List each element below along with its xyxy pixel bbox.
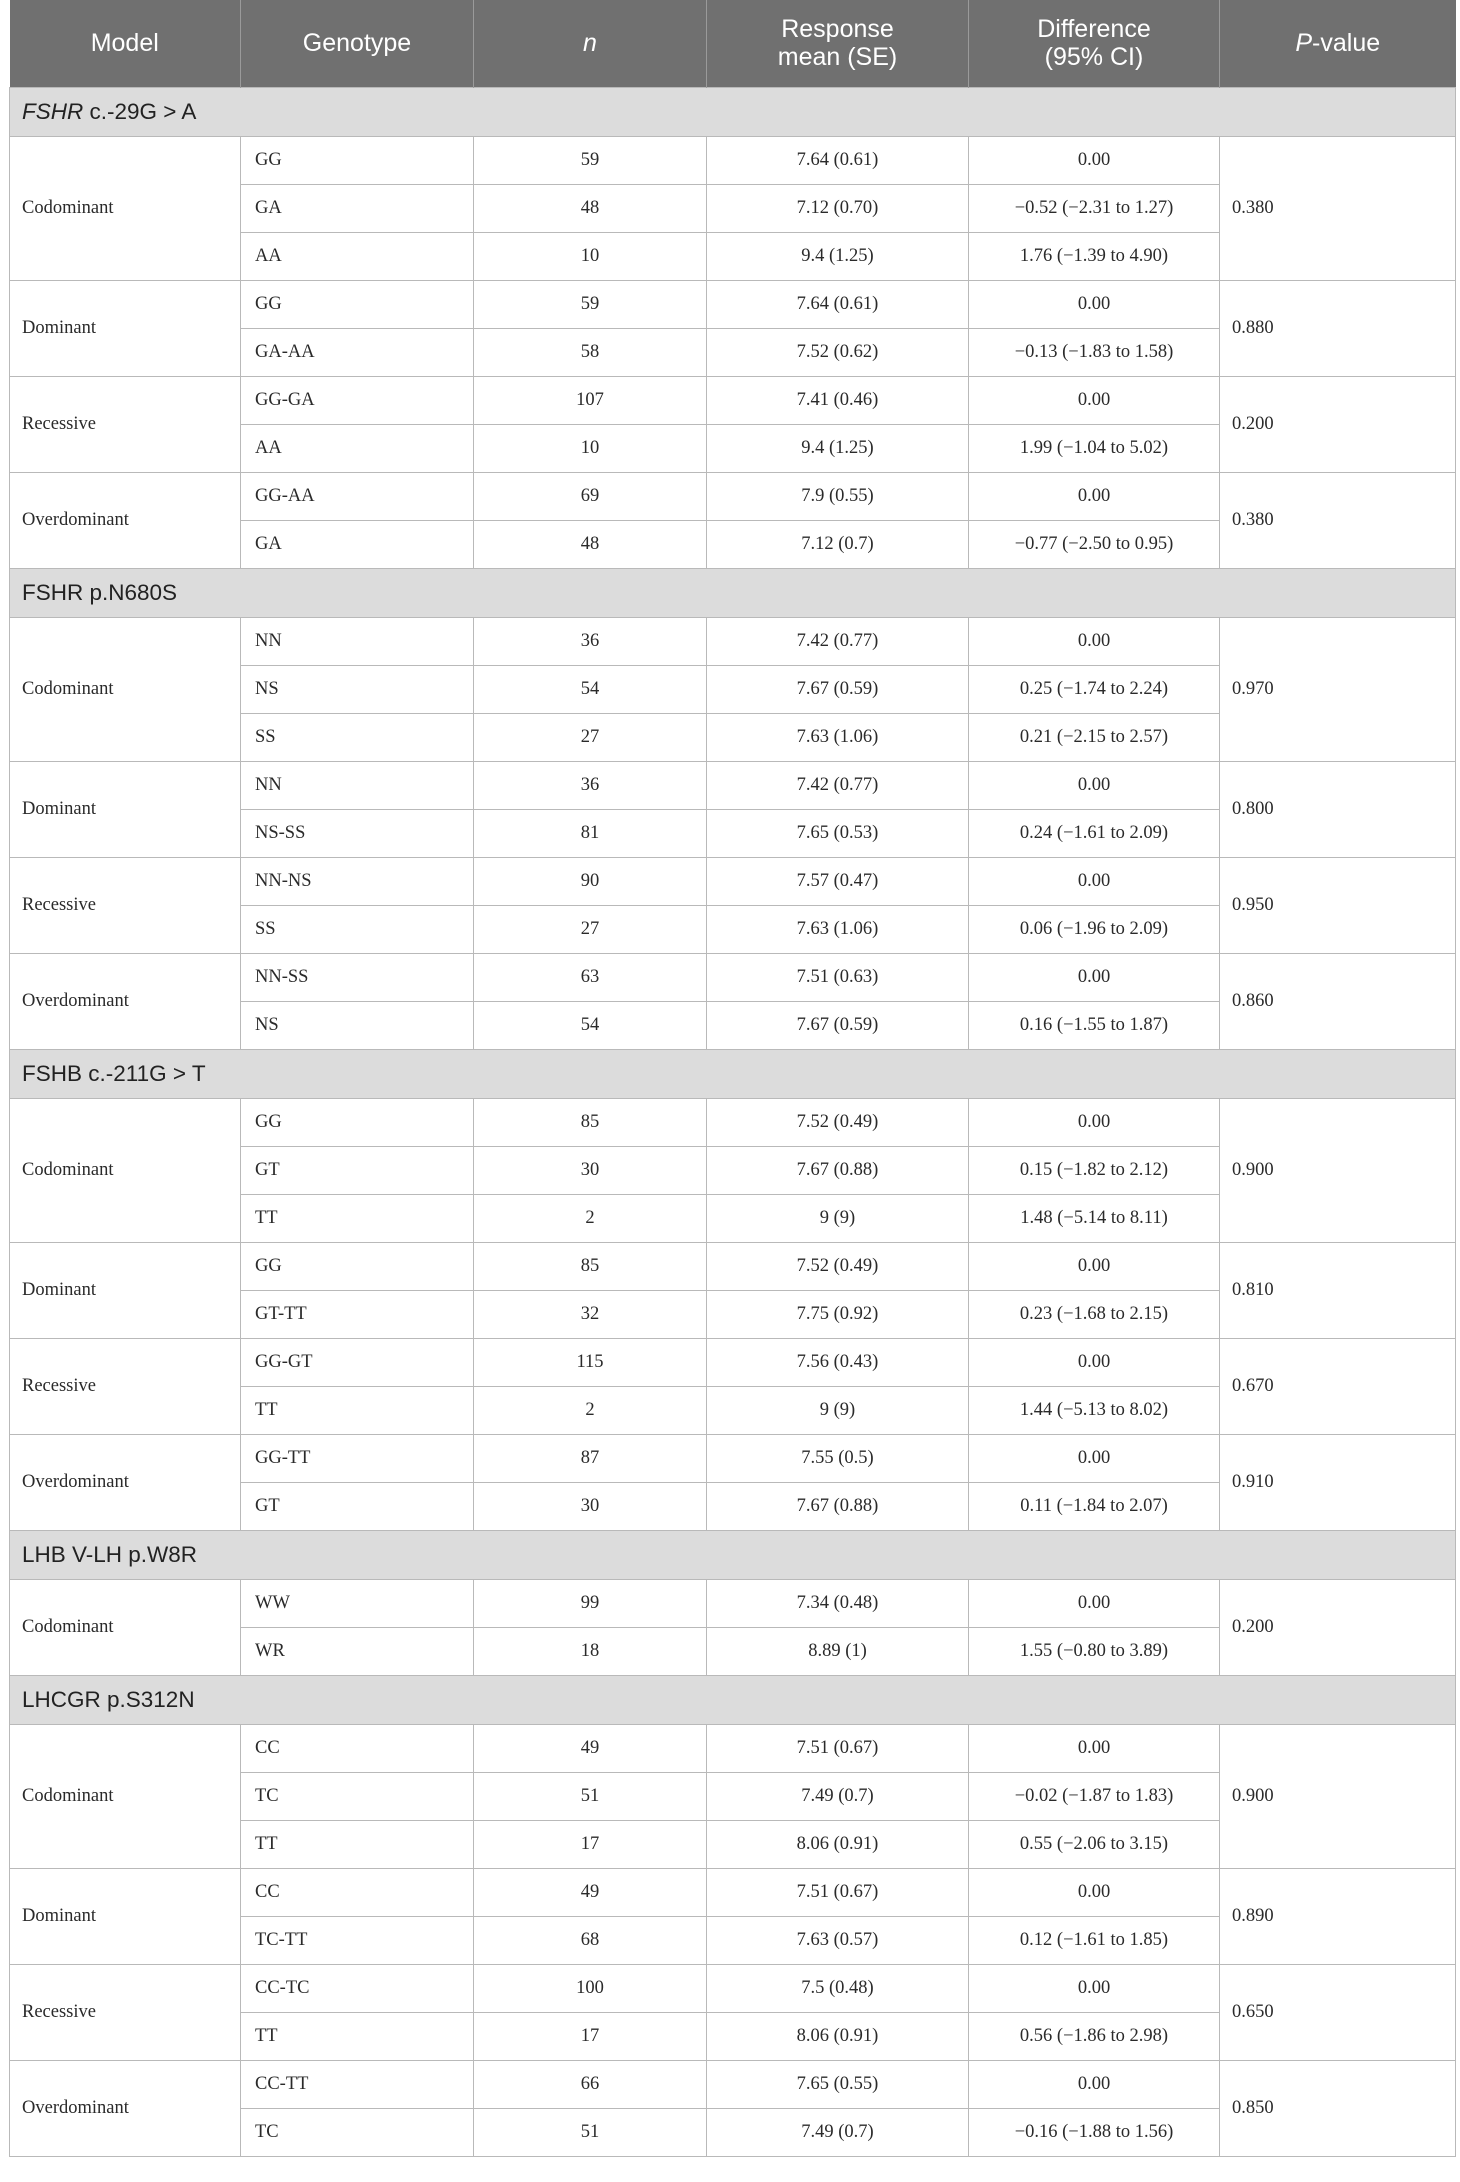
n-cell: 99 [474,1579,707,1627]
n-cell: 49 [474,1868,707,1916]
pvalue-cell: 0.200 [1220,376,1456,472]
pvalue-cell: 0.860 [1220,953,1456,1049]
model-cell: Codominant [10,136,241,280]
difference-cell: 0.00 [969,136,1220,184]
n-cell: 30 [474,1146,707,1194]
table-header [10,0,1456,87]
difference-cell: 0.06 (−1.96 to 2.09) [969,905,1220,953]
model-cell: Overdominant [10,2060,241,2156]
header-difference-line2: (95% CI) [1044,43,1144,72]
header-pvalue-italic: P [1295,29,1313,58]
table-row [10,2060,1456,2108]
n-cell: 48 [474,520,707,568]
pvalue-cell: 0.970 [1220,617,1456,761]
genotype-cell: NS [241,665,474,713]
n-cell: 27 [474,905,707,953]
model-cell: Overdominant [10,1434,241,1530]
table-row [10,617,1456,665]
pvalue-cell: 0.650 [1220,1964,1456,2060]
section-title-variant: c.-29G > A [83,98,197,124]
n-cell: 66 [474,2060,707,2108]
model-cell: Dominant [10,761,241,857]
n-cell: 100 [474,1964,707,2012]
genotype-cell: GG-TT [241,1434,474,1482]
n-cell: 30 [474,1482,707,1530]
genotype-association-table [9,0,1456,2157]
n-cell: 69 [474,472,707,520]
n-cell: 17 [474,2012,707,2060]
genotype-cell: GT [241,1482,474,1530]
difference-cell: 1.48 (−5.14 to 8.11) [969,1194,1220,1242]
genotype-cell: AA [241,424,474,472]
table-body [10,87,1456,2156]
pvalue-cell: 0.380 [1220,472,1456,568]
model-cell: Recessive [10,857,241,953]
table-row [10,1098,1456,1146]
genotype-cell: TC-TT [241,1916,474,1964]
table-row [10,1434,1456,1482]
model-cell: Dominant [10,280,241,376]
genotype-cell: CC-TT [241,2060,474,2108]
n-cell: 48 [474,184,707,232]
difference-cell: 0.00 [969,617,1220,665]
genotype-cell: GA [241,184,474,232]
difference-cell: 0.00 [969,1338,1220,1386]
table-row [10,761,1456,809]
response-mean-cell: 7.9 (0.55) [707,472,969,520]
difference-cell: 0.56 (−1.86 to 2.98) [969,2012,1220,2060]
response-mean-cell: 7.67 (0.88) [707,1146,969,1194]
genotype-cell: TC [241,1772,474,1820]
difference-cell: 0.55 (−2.06 to 3.15) [969,1820,1220,1868]
model-cell: Dominant [10,1242,241,1338]
model-cell: Codominant [10,1579,241,1675]
section-header-row [10,1675,1456,1724]
response-mean-cell: 7.56 (0.43) [707,1338,969,1386]
response-mean-cell: 7.12 (0.70) [707,184,969,232]
n-cell: 59 [474,136,707,184]
difference-cell: 0.00 [969,953,1220,1001]
model-cell: Recessive [10,1338,241,1434]
response-mean-cell: 7.67 (0.59) [707,665,969,713]
pvalue-cell: 0.900 [1220,1724,1456,1868]
n-cell: 85 [474,1242,707,1290]
n-cell: 59 [474,280,707,328]
n-cell: 17 [474,1820,707,1868]
table-row [10,1724,1456,1772]
difference-cell: 0.00 [969,1868,1220,1916]
header-model: Model [10,0,241,87]
model-cell: Recessive [10,1964,241,2060]
model-cell: Codominant [10,1098,241,1242]
n-cell: 68 [474,1916,707,1964]
genotype-cell: NN-SS [241,953,474,1001]
model-cell: Overdominant [10,953,241,1049]
response-mean-cell: 8.06 (0.91) [707,1820,969,1868]
n-cell: 51 [474,1772,707,1820]
header-pvalue [1220,0,1456,87]
n-cell: 87 [474,1434,707,1482]
genotype-cell: NS-SS [241,809,474,857]
genotype-cell: CC [241,1724,474,1772]
header-response-line1: Response [781,15,894,44]
response-mean-cell: 7.64 (0.61) [707,136,969,184]
model-cell: Dominant [10,1868,241,1964]
response-mean-cell: 7.75 (0.92) [707,1290,969,1338]
pvalue-cell: 0.810 [1220,1242,1456,1338]
difference-cell: 0.21 (−2.15 to 2.57) [969,713,1220,761]
table-row [10,472,1456,520]
genotype-cell: GG [241,136,474,184]
genotype-cell: GG [241,280,474,328]
section-title-variant: FSHR p.N680S [22,579,178,605]
difference-cell: 0.00 [969,1579,1220,1627]
n-cell: 36 [474,617,707,665]
response-mean-cell: 7.52 (0.62) [707,328,969,376]
response-mean-cell: 7.49 (0.7) [707,1772,969,1820]
pvalue-cell: 0.850 [1220,2060,1456,2156]
table-row [10,1579,1456,1627]
difference-cell: −0.52 (−2.31 to 1.27) [969,184,1220,232]
header-pvalue-rest: -value [1312,29,1381,58]
response-mean-cell: 9 (9) [707,1386,969,1434]
difference-cell: 1.99 (−1.04 to 5.02) [969,424,1220,472]
difference-cell: 0.00 [969,376,1220,424]
difference-cell: 0.00 [969,1434,1220,1482]
response-mean-cell: 7.42 (0.77) [707,761,969,809]
genotype-cell: GG [241,1098,474,1146]
n-cell: 36 [474,761,707,809]
n-cell: 107 [474,376,707,424]
response-mean-cell: 7.65 (0.55) [707,2060,969,2108]
header-n-label: n [583,29,597,58]
n-cell: 2 [474,1386,707,1434]
pvalue-cell: 0.890 [1220,1868,1456,1964]
genotype-cell: TT [241,1820,474,1868]
genotype-cell: AA [241,232,474,280]
table-row [10,1868,1456,1916]
genotype-cell: SS [241,905,474,953]
section-title-variant: LHCGR p.S312N [22,1686,195,1712]
genotype-cell: GG-GT [241,1338,474,1386]
table-row [10,1242,1456,1290]
difference-cell: 0.00 [969,1964,1220,2012]
section-title [10,568,1456,617]
n-cell: 49 [474,1724,707,1772]
section-header-row [10,568,1456,617]
section-title [10,87,1456,136]
pvalue-cell: 0.910 [1220,1434,1456,1530]
response-mean-cell: 7.67 (0.59) [707,1001,969,1049]
n-cell: 115 [474,1338,707,1386]
difference-cell: −0.13 (−1.83 to 1.58) [969,328,1220,376]
response-mean-cell: 7.63 (0.57) [707,1916,969,1964]
difference-cell: 0.00 [969,1724,1220,1772]
response-mean-cell: 7.49 (0.7) [707,2108,969,2156]
response-mean-cell: 7.52 (0.49) [707,1242,969,1290]
section-title-variant: FSHB c.-211G > T [22,1060,206,1086]
difference-cell: 0.12 (−1.61 to 1.85) [969,1916,1220,1964]
pvalue-cell: 0.670 [1220,1338,1456,1434]
difference-cell: 0.23 (−1.68 to 2.15) [969,1290,1220,1338]
section-title [10,1530,1456,1579]
difference-cell: 1.55 (−0.80 to 3.89) [969,1627,1220,1675]
difference-cell: 0.24 (−1.61 to 2.09) [969,809,1220,857]
genotype-cell: TT [241,1386,474,1434]
difference-cell: 0.00 [969,2060,1220,2108]
difference-cell: 0.25 (−1.74 to 2.24) [969,665,1220,713]
response-mean-cell: 8.89 (1) [707,1627,969,1675]
response-mean-cell: 7.41 (0.46) [707,376,969,424]
response-mean-cell: 7.51 (0.67) [707,1724,969,1772]
response-mean-cell: 8.06 (0.91) [707,2012,969,2060]
genotype-cell: CC-TC [241,1964,474,2012]
section-title-variant: LHB V-LH p.W8R [22,1541,198,1567]
response-mean-cell: 7.12 (0.7) [707,520,969,568]
genotype-cell: SS [241,713,474,761]
n-cell: 63 [474,953,707,1001]
pvalue-cell: 0.950 [1220,857,1456,953]
n-cell: 27 [474,713,707,761]
response-mean-cell: 9 (9) [707,1194,969,1242]
response-mean-cell: 7.57 (0.47) [707,857,969,905]
header-response-line2: mean (SE) [777,43,898,72]
genotype-cell: GA [241,520,474,568]
header-response-mean [707,0,969,87]
genotype-cell: WW [241,1579,474,1627]
difference-cell: −0.16 (−1.88 to 1.56) [969,2108,1220,2156]
n-cell: 32 [474,1290,707,1338]
table-row [10,857,1456,905]
n-cell: 58 [474,328,707,376]
response-mean-cell: 7.34 (0.48) [707,1579,969,1627]
table-row [10,136,1456,184]
pvalue-cell: 0.900 [1220,1098,1456,1242]
table-row [10,953,1456,1001]
genotype-cell: NS [241,1001,474,1049]
pvalue-cell: 0.880 [1220,280,1456,376]
n-cell: 51 [474,2108,707,2156]
genotype-cell: TC [241,2108,474,2156]
genotype-cell: NN [241,761,474,809]
difference-cell: 0.00 [969,472,1220,520]
header-n [474,0,707,87]
genotype-cell: CC [241,1868,474,1916]
table-row [10,376,1456,424]
genotype-cell: NN-NS [241,857,474,905]
header-genotype: Genotype [241,0,474,87]
difference-cell: 0.15 (−1.82 to 2.12) [969,1146,1220,1194]
response-mean-cell: 7.63 (1.06) [707,905,969,953]
genotype-cell: GG-GA [241,376,474,424]
pvalue-cell: 0.380 [1220,136,1456,280]
response-mean-cell: 7.64 (0.61) [707,280,969,328]
difference-cell: 0.00 [969,1098,1220,1146]
section-header-row [10,1530,1456,1579]
response-mean-cell: 7.51 (0.63) [707,953,969,1001]
genotype-cell: TT [241,1194,474,1242]
response-mean-cell: 9.4 (1.25) [707,424,969,472]
table-row [10,280,1456,328]
n-cell: 54 [474,665,707,713]
genotype-cell: GT-TT [241,1290,474,1338]
genotype-cell: GA-AA [241,328,474,376]
header-difference [969,0,1220,87]
n-cell: 85 [474,1098,707,1146]
response-mean-cell: 7.52 (0.49) [707,1098,969,1146]
model-cell: Codominant [10,1724,241,1868]
genotype-cell: GG [241,1242,474,1290]
n-cell: 10 [474,232,707,280]
difference-cell: 0.00 [969,280,1220,328]
difference-cell: −0.02 (−1.87 to 1.83) [969,1772,1220,1820]
n-cell: 90 [474,857,707,905]
difference-cell: 0.00 [969,1242,1220,1290]
section-title [10,1675,1456,1724]
pvalue-cell: 0.200 [1220,1579,1456,1675]
genotype-cell: TT [241,2012,474,2060]
response-mean-cell: 7.63 (1.06) [707,713,969,761]
header-row [10,0,1456,87]
table-row [10,1338,1456,1386]
section-header-row [10,1049,1456,1098]
difference-cell: 0.00 [969,761,1220,809]
genotype-cell: GG-AA [241,472,474,520]
response-mean-cell: 7.65 (0.53) [707,809,969,857]
n-cell: 2 [474,1194,707,1242]
genotype-cell: GT [241,1146,474,1194]
model-cell: Overdominant [10,472,241,568]
genotype-cell: NN [241,617,474,665]
n-cell: 18 [474,1627,707,1675]
response-mean-cell: 7.55 (0.5) [707,1434,969,1482]
n-cell: 54 [474,1001,707,1049]
header-difference-line1: Difference [1037,15,1151,44]
section-title [10,1049,1456,1098]
difference-cell: 0.16 (−1.55 to 1.87) [969,1001,1220,1049]
difference-cell: 1.76 (−1.39 to 4.90) [969,232,1220,280]
n-cell: 81 [474,809,707,857]
difference-cell: 1.44 (−5.13 to 8.02) [969,1386,1220,1434]
response-mean-cell: 7.42 (0.77) [707,617,969,665]
genotype-cell: WR [241,1627,474,1675]
response-mean-cell: 7.5 (0.48) [707,1964,969,2012]
response-mean-cell: 9.4 (1.25) [707,232,969,280]
model-cell: Codominant [10,617,241,761]
n-cell: 10 [474,424,707,472]
difference-cell: 0.00 [969,857,1220,905]
pvalue-cell: 0.800 [1220,761,1456,857]
difference-cell: 0.11 (−1.84 to 2.07) [969,1482,1220,1530]
response-mean-cell: 7.51 (0.67) [707,1868,969,1916]
table-row [10,1964,1456,2012]
section-header-row [10,87,1456,136]
response-mean-cell: 7.67 (0.88) [707,1482,969,1530]
section-title-gene: FSHR [22,98,84,124]
model-cell: Recessive [10,376,241,472]
difference-cell: −0.77 (−2.50 to 0.95) [969,520,1220,568]
